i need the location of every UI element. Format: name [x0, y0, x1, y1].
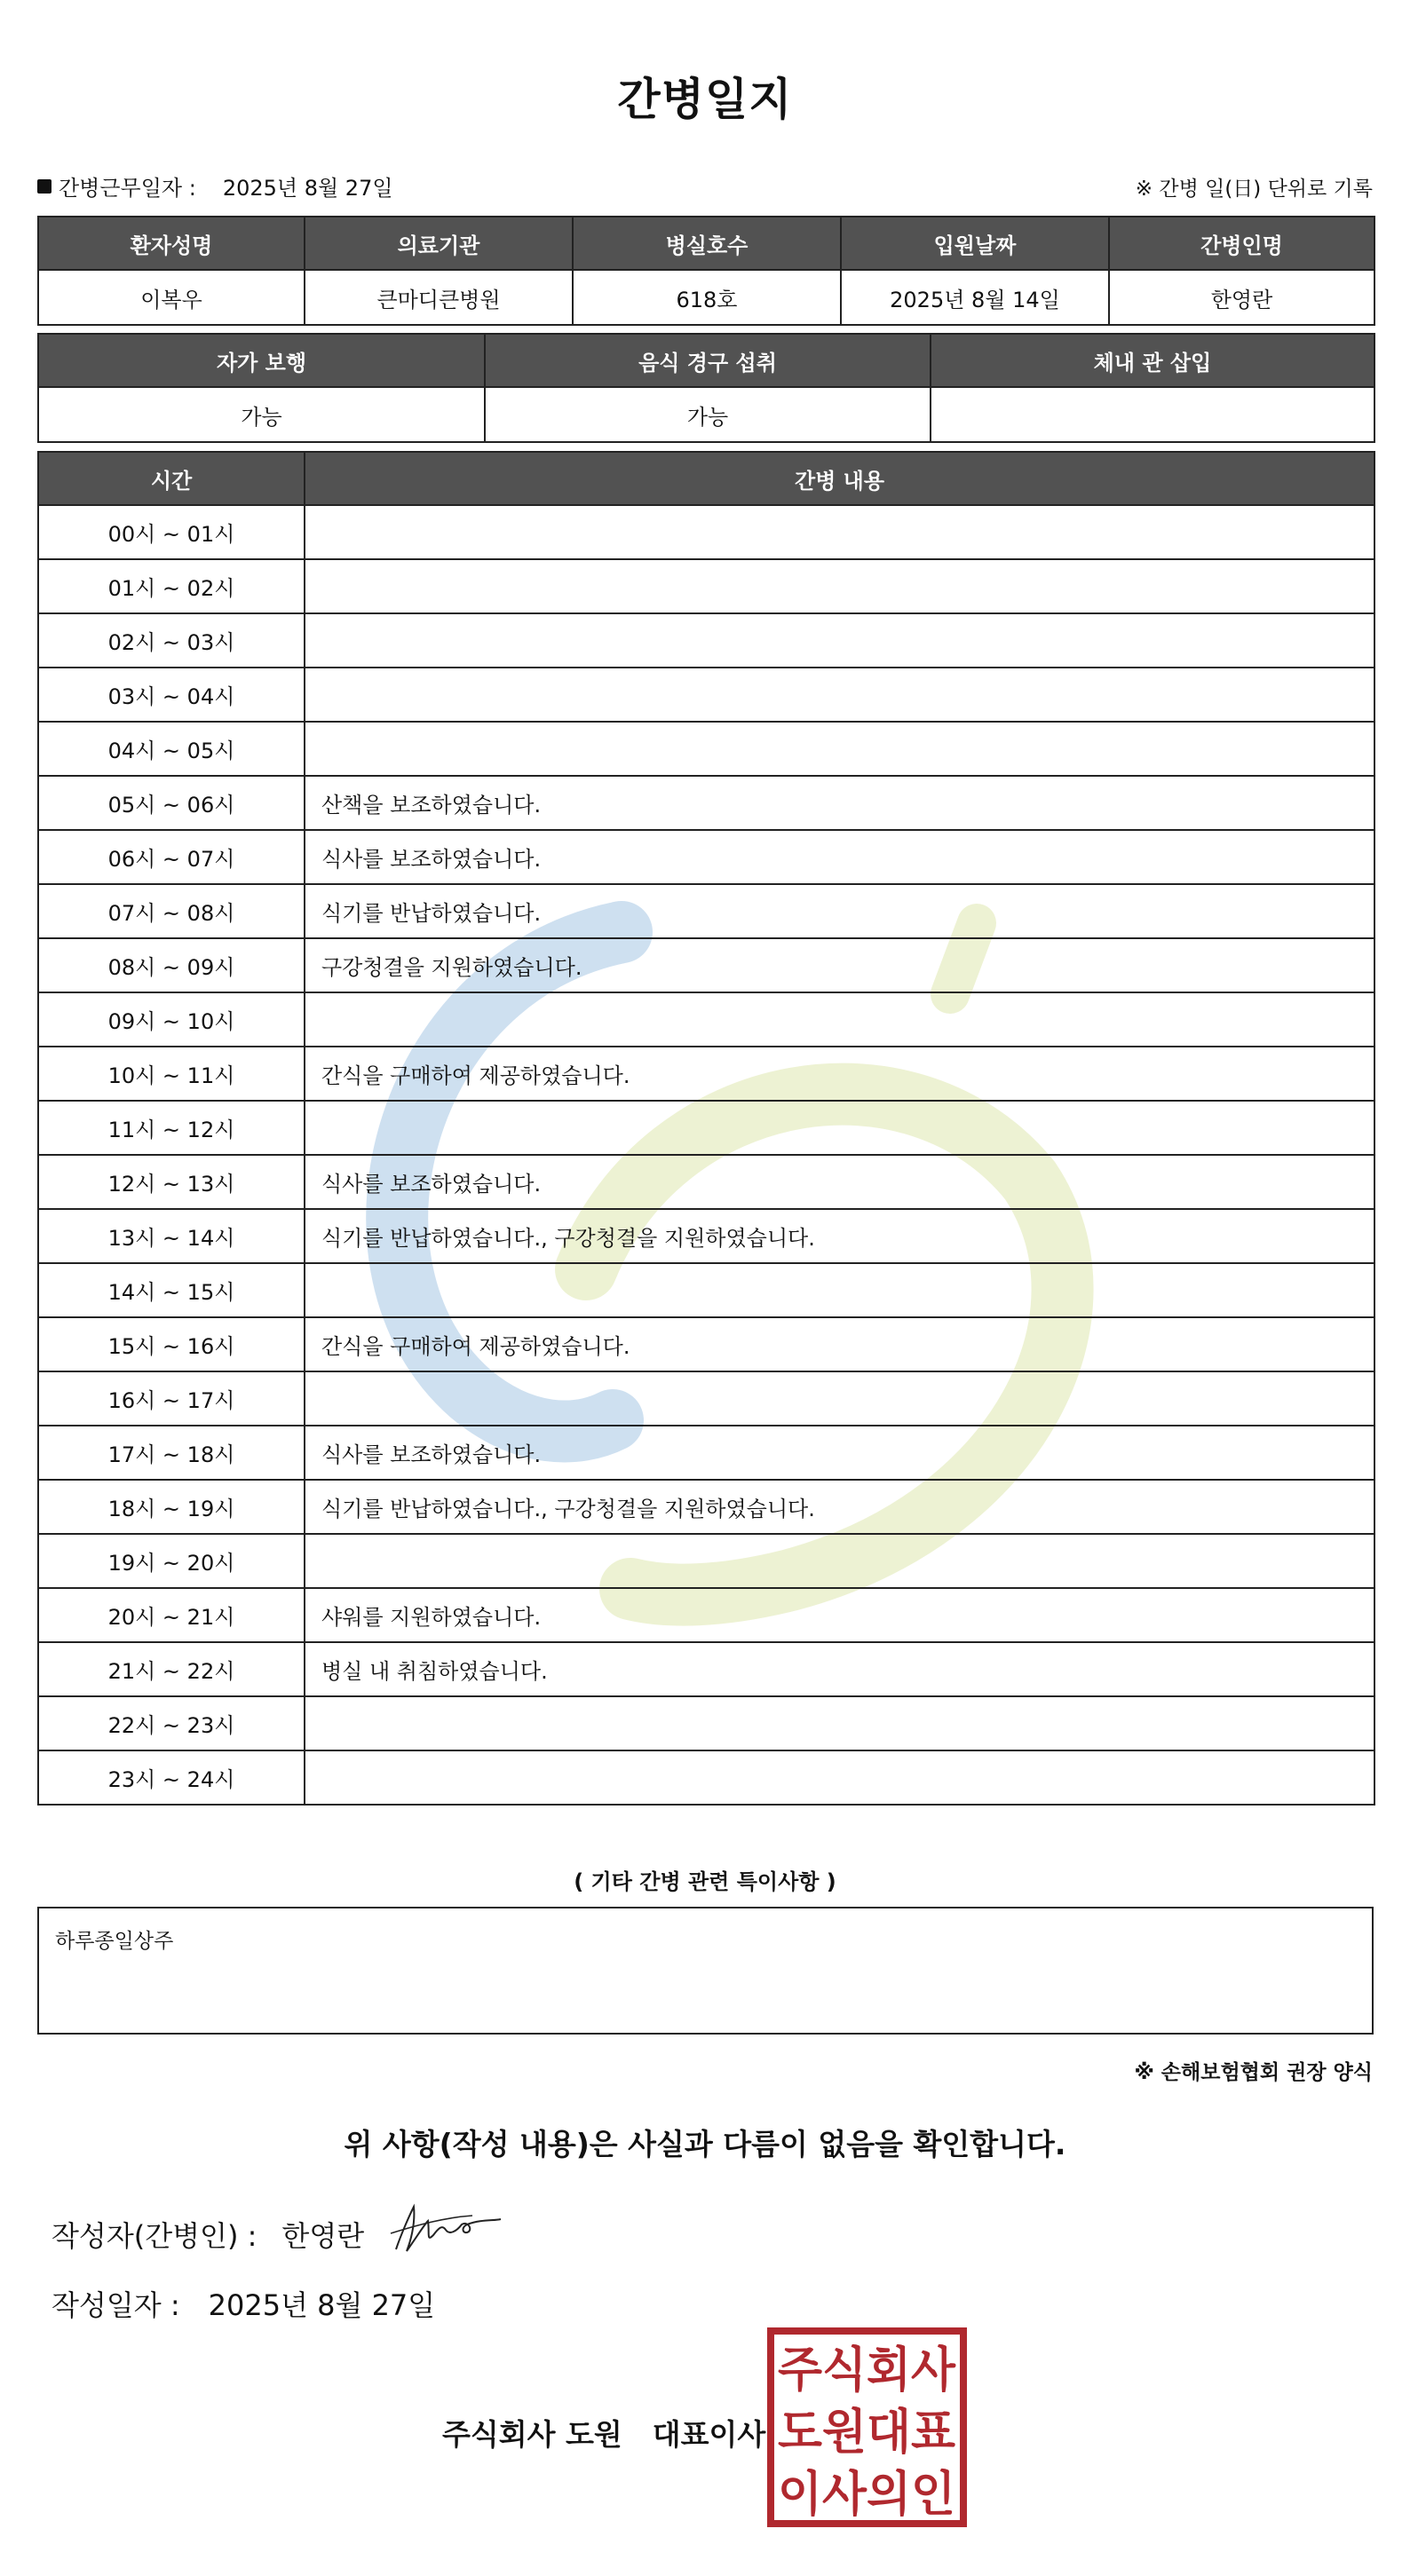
log-time-cell: 19시 ~ 20시 — [39, 1535, 305, 1589]
log-content-cell — [305, 993, 1375, 1047]
log-time-cell: 10시 ~ 11시 — [39, 1047, 305, 1102]
log-time-cell: 17시 ~ 18시 — [39, 1426, 305, 1481]
log-time-cell: 13시 ~ 14시 — [39, 1210, 305, 1264]
log-content-cell — [305, 1535, 1375, 1589]
log-time-cell: 21시 ~ 22시 — [39, 1643, 305, 1697]
log-time-cell: 22시 ~ 23시 — [39, 1697, 305, 1751]
patient-info-table — [37, 216, 1375, 326]
log-time-cell: 02시 ~ 03시 — [39, 614, 305, 668]
log-content-cell: 식기를 반납하였습니다., 구강청결을 지원하였습니다. — [305, 1481, 1375, 1535]
writer-name: 한영란 — [281, 2219, 365, 2253]
written-date-label: 작성일자 : — [51, 2288, 180, 2322]
page-title: 간병일지 — [617, 74, 793, 125]
log-time-cell: 08시 ~ 09시 — [39, 939, 305, 993]
writer-label: 작성자(간병인) : — [51, 2219, 257, 2253]
written-date-line — [51, 2283, 435, 2324]
company-name: 주식회사 도원 — [442, 2417, 622, 2452]
log-time-cell: 01시 ~ 02시 — [39, 560, 305, 614]
recommend-note: ※ 손해보험협회 권장 양식 — [1134, 2061, 1373, 2084]
notes-title: ( 기타 간병 관련 특이사항 ) — [574, 1869, 836, 1894]
header-room: 병실호수 — [574, 217, 842, 271]
log-content-cell: 병실 내 취침하였습니다. — [305, 1643, 1375, 1697]
log-time-cell: 16시 ~ 17시 — [39, 1372, 305, 1426]
header-caregiver: 간병인명 — [1110, 217, 1375, 271]
header-time: 시간 — [39, 453, 305, 506]
log-time-cell: 15시 ~ 16시 — [39, 1318, 305, 1372]
log-time-cell: 11시 ~ 12시 — [39, 1102, 305, 1156]
oral-intake-status: 가능 — [486, 388, 931, 443]
writer-line — [51, 2214, 364, 2255]
patient-status-table — [37, 333, 1375, 443]
company-seal — [767, 2327, 967, 2527]
log-content-cell: 식기를 반납하였습니다., 구강청결을 지원하였습니다. — [305, 1210, 1375, 1264]
handwritten-signature — [384, 2198, 508, 2260]
hospital-name: 큰마디큰병원 — [305, 271, 574, 326]
log-content-cell: 식사를 보조하였습니다. — [305, 1426, 1375, 1481]
log-time-cell: 18시 ~ 19시 — [39, 1481, 305, 1535]
log-content-cell — [305, 1751, 1375, 1806]
log-content-cell: 산책을 보조하였습니다. — [305, 777, 1375, 831]
notes-box: 하루종일상주 — [37, 1907, 1374, 2035]
log-time-cell: 05시 ~ 06시 — [39, 777, 305, 831]
walking-status: 가능 — [39, 388, 486, 443]
log-content-cell — [305, 614, 1375, 668]
written-date-value: 2025년 8월 27일 — [208, 2288, 436, 2322]
header-care-content: 간병 내용 — [305, 453, 1375, 506]
log-content-cell — [305, 723, 1375, 777]
svg-text:주식회사: 주식회사 — [778, 2342, 956, 2398]
header-oral-intake: 음식 경구 섭취 — [486, 335, 931, 388]
room-number: 618호 — [574, 271, 842, 326]
log-time-cell: 20시 ~ 21시 — [39, 1589, 305, 1643]
company-signatory — [442, 2412, 765, 2454]
log-content-cell — [305, 1697, 1375, 1751]
work-date-label: 간병근무일자 : — [59, 176, 196, 201]
log-content-cell: 구강청결을 지원하였습니다. — [305, 939, 1375, 993]
care-log-table — [37, 451, 1375, 1806]
log-content-cell — [305, 1372, 1375, 1426]
patient-name: 이복우 — [39, 271, 305, 326]
log-time-cell: 07시 ~ 08시 — [39, 885, 305, 939]
svg-text:이사의인: 이사의인 — [778, 2466, 955, 2522]
header-tube-insertion: 체내 관 삽입 — [931, 335, 1375, 388]
log-time-cell: 23시 ~ 24시 — [39, 1751, 305, 1806]
tube-insertion-status — [931, 388, 1375, 443]
log-content-cell — [305, 1102, 1375, 1156]
admission-date: 2025년 8월 14일 — [842, 271, 1110, 326]
log-content-cell: 식사를 보조하였습니다. — [305, 1156, 1375, 1210]
caregiver-name: 한영란 — [1110, 271, 1375, 326]
log-content-cell — [305, 1264, 1375, 1318]
header-patient-name: 환자성명 — [39, 217, 305, 271]
log-content-cell — [305, 506, 1375, 560]
header-walking: 자가 보행 — [39, 335, 486, 388]
header-hospital: 의료기관 — [305, 217, 574, 271]
work-date-value: 2025년 8월 27일 — [222, 176, 393, 201]
log-time-cell: 06시 ~ 07시 — [39, 831, 305, 885]
log-content-cell — [305, 560, 1375, 614]
log-time-cell: 03시 ~ 04시 — [39, 668, 305, 723]
header-admission-date: 입원날짜 — [842, 217, 1110, 271]
log-time-cell: 04시 ~ 05시 — [39, 723, 305, 777]
log-content-cell: 식사를 보조하였습니다. — [305, 831, 1375, 885]
unit-note: ※ 간병 일(日) 단위로 기록 — [1135, 178, 1373, 201]
company-title: 대표이사 — [652, 2417, 766, 2452]
log-content-cell: 간식을 구매하여 제공하였습니다. — [305, 1047, 1375, 1102]
log-time-cell: 09시 ~ 10시 — [39, 993, 305, 1047]
svg-text:도원대표: 도원대표 — [778, 2404, 955, 2460]
log-content-cell — [305, 668, 1375, 723]
work-date — [37, 170, 393, 201]
log-time-cell: 00시 ~ 01시 — [39, 506, 305, 560]
log-time-cell: 14시 ~ 15시 — [39, 1264, 305, 1318]
log-time-cell: 12시 ~ 13시 — [39, 1156, 305, 1210]
log-content-cell: 샤워를 지원하였습니다. — [305, 1589, 1375, 1643]
log-content-cell: 간식을 구매하여 제공하였습니다. — [305, 1318, 1375, 1372]
confirmation-statement: 위 사항(작성 내용)은 사실과 다름이 없음을 확인합니다. — [344, 2127, 1066, 2161]
log-content-cell: 식기를 반납하였습니다. — [305, 885, 1375, 939]
square-bullet-icon — [37, 179, 51, 194]
